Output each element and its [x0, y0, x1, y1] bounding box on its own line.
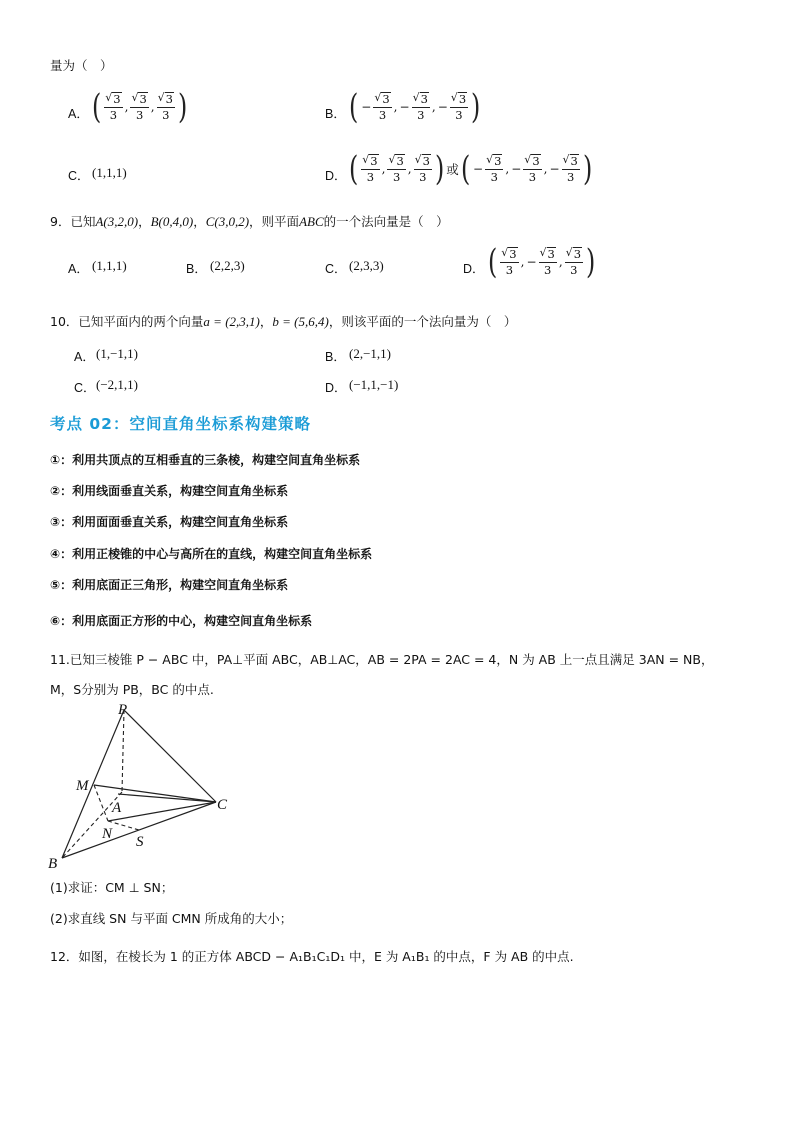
option-d-vector: ( √ 3 3 , √ 3 3 , √ 3 3 ) 或 ( − √ 3 3 , − √ 3 3 , − √ 3 3 ) [348, 149, 593, 189]
option-c-value: (−2,1,1) [96, 377, 138, 392]
edge-pc [124, 710, 216, 802]
edge-pa [122, 710, 124, 792]
option-a-vector: ( √ 3 3 , √ 3 3 , √ 3 3 ) [91, 87, 188, 127]
section-title: 考点 02：空间直角坐标系构建策略 [50, 415, 311, 433]
option-b-label: B． [325, 350, 346, 364]
question-stem-fragment: 量为（ ） [50, 58, 113, 73]
label-b: B [48, 856, 58, 870]
option-d-label: D． [463, 262, 485, 276]
segment-nc [108, 802, 216, 821]
label-s: S [136, 834, 144, 850]
option-a-value: (1,1,1) [92, 258, 127, 273]
label-a: A [112, 800, 122, 816]
option-d-label: D． [325, 169, 347, 183]
question-12-stem: 12．如图，在棱长为 1 的正方体 ABCD − A₁B₁C₁D₁ 中，E 为 A₁B₁ 的中点，F 为 AB 的中点. [50, 949, 574, 964]
strategy-item: ②：利用线面垂直关系，构建空间直角坐标系 [50, 484, 289, 498]
option-d-label: D． [325, 381, 347, 395]
question-11-stem: 11.已知三棱锥 P − ABC 中，PA⊥平面 ABC，AB⊥AC，AB = 2PA = 2AC = 4，N 为 AB 上一点且满足 3AN = NB， [50, 652, 714, 667]
question-11-part-2: (2)求直线 SN 与平面 CMN 所成角的大小； [50, 911, 293, 926]
strategy-item: ⑤：利用底面正三角形，构建空间直角坐标系 [50, 578, 289, 592]
option-b-label: B． [325, 107, 346, 121]
option-a-label: A． [68, 262, 89, 276]
question-11-stem-line2: M，S分别为 PB，BC 的中点. [50, 682, 214, 697]
option-b-value: (2,−1,1) [349, 346, 391, 361]
label-n: N [102, 826, 113, 842]
option-c-value: (1,1,1) [92, 165, 127, 180]
option-b-label: B． [186, 262, 207, 276]
option-d-vector: ( √ 3 3 , − √ 3 3 , √ 3 3 ) [487, 242, 596, 282]
label-c: C [217, 797, 228, 813]
label-m: M [76, 778, 89, 794]
strategy-item: ⑥：利用底面正方形的中心，构建空间直角坐标系 [50, 614, 313, 628]
edge-pb [62, 710, 124, 858]
question-9-stem: 9．已知A(3,2,0)，B(0,4,0)，C(3,0,2)，则平面ABC的一个法向量是（ ） [50, 214, 449, 229]
option-b-value: (2,2,3) [210, 258, 245, 273]
option-d-value: (−1,1,−1) [349, 377, 399, 392]
question-10-stem: 10．已知平面内的两个向量a = (2,3,1)，b = (5,6,4)，则该平面的一个法向量为（ ） [50, 314, 517, 329]
option-a-value: (1,−1,1) [96, 346, 138, 361]
option-b-vector: ( − √ 3 3 , − √ 3 3 , − √ 3 3 ) [348, 87, 481, 127]
segment-ns [108, 821, 139, 830]
option-c-label: C． [68, 169, 90, 183]
question-11-part-1: (1)求证：CM ⊥ SN； [50, 880, 174, 895]
strategy-item: ④：利用正棱锥的中心与高所在的直线，构建空间直角坐标系 [50, 547, 373, 561]
option-c-label: C． [74, 381, 96, 395]
strategy-item: ①：利用共顶点的互相垂直的三条棱，构建空间直角坐标系 [50, 453, 361, 467]
tetrahedron-figure [40, 700, 250, 870]
option-a-label: A． [74, 350, 95, 364]
option-a-label: A． [68, 107, 89, 121]
option-c-value: (2,3,3) [349, 258, 384, 273]
option-c-label: C． [325, 262, 347, 276]
strategy-item: ③：利用面面垂直关系，构建空间直角坐标系 [50, 515, 289, 529]
label-p: P [118, 702, 128, 718]
